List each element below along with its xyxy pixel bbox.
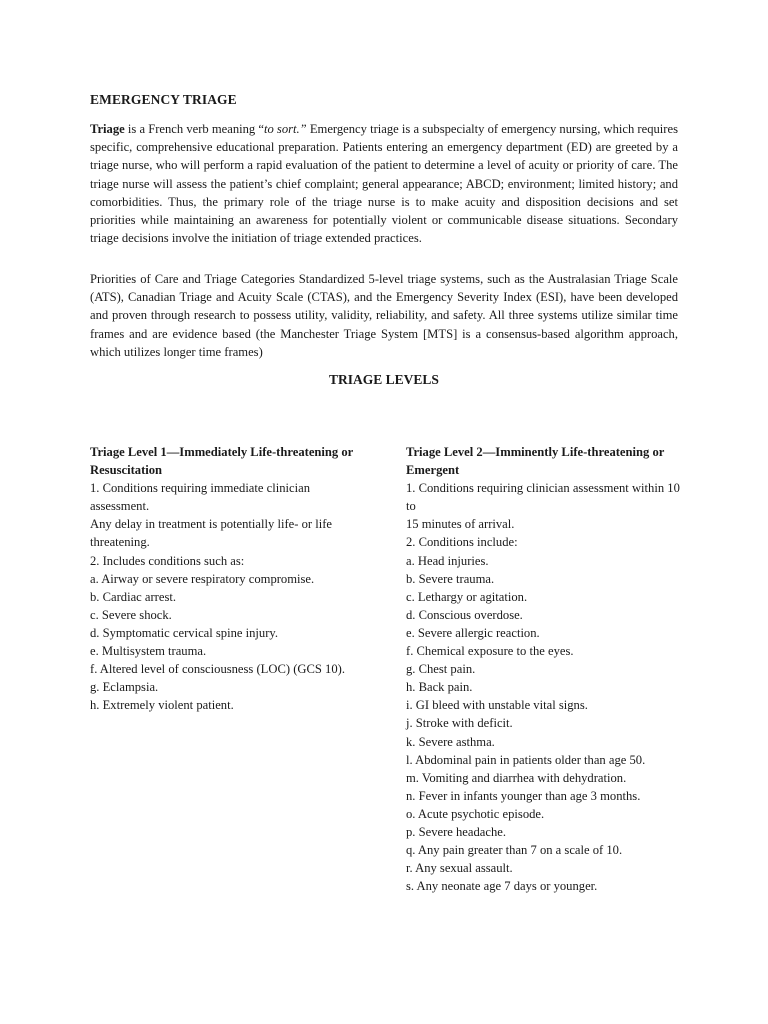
list-item: p. Severe headache. — [406, 824, 506, 839]
list-item: f. Altered level of consciousness (LOC) (GCS 10). — [90, 662, 345, 677]
list-item: 1. Conditions requiring immediate clinician assessment. — [90, 481, 310, 514]
intro-text-b: Emergency triage is a subspecialty of emergency nursing, which requires specific, comprehensive educational preparation. Patients entering an emergency department (ED) are greeted by a triage nurse, who will perform a rapid evaluation of the patient to determine a level of acuity or priority of care. The triage nurse will assess the patient’s chief complaint; general appearance; ABCD; environment; limited history; and comorbidities. Thus, the primary role of the triage nurse is to make acuity and disposition decisions and set priorities while maintaining an awareness for potentially violent or communicable disease situations. Secondary triage decisions involve the initiation of triage extended practices. — [90, 122, 678, 246]
intro-paragraph — [90, 120, 678, 247]
list-item: r. Any sexual assault. — [406, 861, 513, 876]
list-item: 1. Conditions requiring clinician assessment within 10 to — [406, 481, 680, 514]
list-item: e. Multisystem trauma. — [90, 644, 207, 659]
triage-term: Triage — [90, 122, 125, 136]
list-item: f. Chemical exposure to the eyes. — [406, 644, 574, 659]
list-item: n. Fever in infants younger than age 3 months. — [406, 788, 641, 803]
triage-level-1-list — [90, 479, 365, 714]
intro-quote: to sort.” — [263, 122, 307, 136]
list-item: c. Lethargy or agitation. — [406, 589, 528, 604]
document-title: EMERGENCY TRIAGE — [90, 92, 237, 107]
triage-level-2-heading: Triage Level 2—Imminently Life-threatening or Emergent — [406, 445, 665, 478]
list-item: i. GI bleed with unstable vital signs. — [406, 698, 588, 713]
list-item: l. Abdominal pain in patients older than age 50. — [406, 752, 646, 767]
list-item: q. Any pain greater than 7 on a scale of 10. — [406, 843, 623, 858]
list-item: o. Acute psychotic episode. — [406, 806, 545, 821]
list-item: g. Eclampsia. — [90, 680, 159, 695]
list-item: k. Severe asthma. — [406, 734, 495, 749]
list-item: d. Symptomatic cervical spine injury. — [90, 625, 279, 640]
list-item: d. Conscious overdose. — [406, 607, 523, 622]
triage-level-2-column — [406, 443, 681, 895]
triage-level-1-column — [90, 443, 365, 714]
list-item: h. Back pain. — [406, 680, 473, 695]
triage-level-1-heading: Triage Level 1—Immediately Life-threatening or Resuscitation — [90, 445, 354, 478]
priorities-paragraph: Priorities of Care and Triage Categories Standardized 5-level triage systems, such as the Australasian Triage Scale (ATS), Canadian Triage and Acuity Scale (CTAS), and the Emergency Severity Index (ESI), have been developed and proven through research to possess utility, validity, reliability, and safety. All three systems utilize similar time frames and are evidence based (the Manchester Triage System [MTS] is a consensus-based algorithm approach, which utilizes longer time frames) — [90, 272, 678, 359]
list-item: 2. Conditions include: — [406, 535, 518, 550]
triage-level-2-list — [406, 479, 681, 895]
list-item: s. Any neonate age 7 days or younger. — [406, 879, 598, 894]
list-item: a. Airway or severe respiratory compromise. — [90, 571, 315, 586]
list-item: j. Stroke with deficit. — [406, 716, 513, 731]
intro-text-a: is a French verb meaning “ — [124, 122, 264, 136]
list-item: g. Chest pain. — [406, 662, 476, 677]
list-item: h. Extremely violent patient. — [90, 698, 234, 713]
list-item: b. Severe trauma. — [406, 571, 495, 586]
list-item: 2. Includes conditions such as: — [90, 553, 245, 568]
list-item: 15 minutes of arrival. — [406, 517, 515, 532]
list-item: Any delay in treatment is potentially life- or life threatening. — [90, 517, 333, 550]
list-item: a. Head injuries. — [406, 553, 489, 568]
list-item: c. Severe shock. — [90, 607, 172, 622]
list-item: m. Vomiting and diarrhea with dehydration. — [406, 770, 627, 785]
list-item: e. Severe allergic reaction. — [406, 625, 540, 640]
triage-levels-heading: TRIAGE LEVELS — [329, 372, 439, 387]
list-item: b. Cardiac arrest. — [90, 589, 177, 604]
